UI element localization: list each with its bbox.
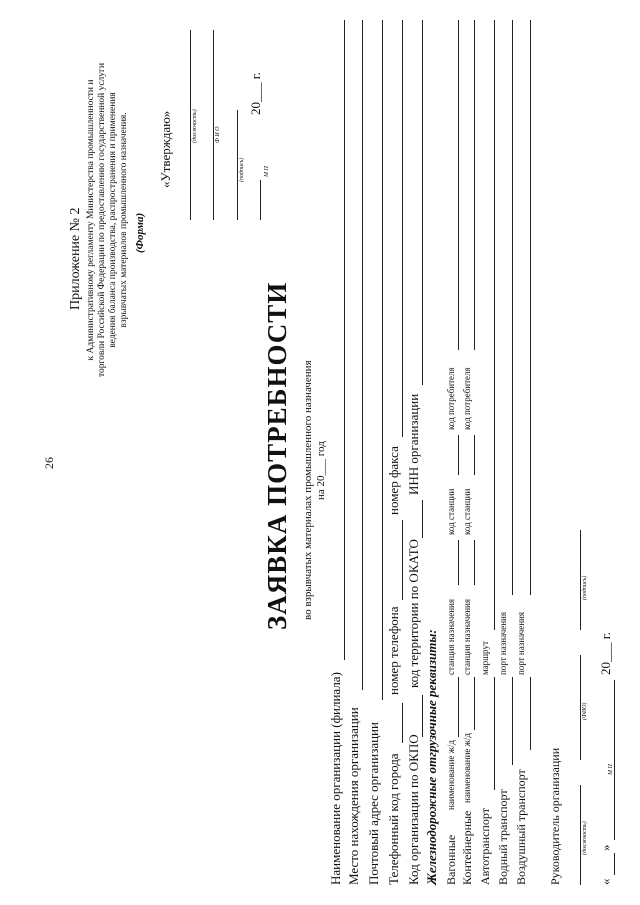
field-fax-number-line[interactable] <box>402 20 403 437</box>
field-postal-line[interactable] <box>382 20 383 700</box>
shipping-container-station-code: код станции <box>462 488 472 535</box>
shipping-container-station: станция назначения <box>462 599 472 675</box>
shipping-auto-label: Автотранспорт <box>478 808 492 885</box>
signature-sign-line[interactable] <box>580 530 581 630</box>
shipping-wagon-station-code-line[interactable] <box>458 435 459 475</box>
shipping-container-consumer-line[interactable] <box>474 20 475 350</box>
shipping-wagon-consumer: код потребителя <box>446 367 456 430</box>
field-phone-number: номер телефона <box>386 606 401 695</box>
field-inn: ИНН организации <box>406 393 421 495</box>
signature-date-open: « <box>598 878 613 885</box>
field-postal: Почтовый адрес организации <box>366 722 381 885</box>
approval-title: «Утверждаю» <box>158 110 173 188</box>
field-okpo-line[interactable] <box>422 695 423 737</box>
shipping-container-railway: наименование ж/д <box>462 733 472 803</box>
appendix-title: Приложение № 2 <box>68 207 83 310</box>
form-year-line: на 20___ год <box>315 441 327 500</box>
field-phone-code-line[interactable] <box>402 703 403 743</box>
shipping-container-label: Контейнерные <box>460 810 474 885</box>
shipping-wagon-label: Вагонные <box>444 834 458 885</box>
field-okato: код территории по ОКАТО <box>406 539 421 688</box>
shipping-wagon-railway: наименование ж/д <box>446 740 456 810</box>
signature-stamp: М П <box>608 764 614 775</box>
shipping-air-label: Воздушный транспорт <box>514 769 528 885</box>
shipping-route-line[interactable] <box>494 20 495 630</box>
shipping-auto-line[interactable] <box>494 677 495 790</box>
shipping-air-port: порт назначения <box>516 612 526 675</box>
appendix-note <box>86 25 130 415</box>
shipping-water-port-line[interactable] <box>512 20 513 595</box>
shipping-container-railway-line[interactable] <box>474 677 475 730</box>
approval-date-line <box>260 180 261 220</box>
shipping-route: маршрут <box>480 641 490 675</box>
shipping-water-line[interactable] <box>512 677 513 765</box>
signature-head: Руководитель организации <box>548 747 562 885</box>
field-fax-number: номер факса <box>386 446 401 515</box>
approval-stamp: М П <box>264 166 270 177</box>
form-subtitle: во взрывчатых материалах промышленного назначения <box>302 360 314 620</box>
shipping-air-line[interactable] <box>530 677 531 750</box>
shipping-heading: Железнодорожные отгрузочные реквизиты: <box>424 629 439 885</box>
shipping-container-station-code-line[interactable] <box>474 435 475 475</box>
field-okato-line[interactable] <box>422 500 423 538</box>
field-location: Место нахождения организации <box>346 707 361 885</box>
field-inn-line[interactable] <box>422 20 423 385</box>
field-okpo: Код организации по ОКПО <box>406 734 421 885</box>
signature-day-line[interactable] <box>614 853 615 875</box>
shipping-wagon-station: станция назначения <box>446 599 456 675</box>
form-title: ЗАЯВКА ПОТРЕБНОСТИ <box>262 281 292 630</box>
signature-date-close: » <box>598 844 613 851</box>
shipping-wagon-station-line[interactable] <box>458 540 459 585</box>
approval-position-line <box>190 30 191 220</box>
shipping-wagon-consumer-line[interactable] <box>458 20 459 350</box>
shipping-container-station-line[interactable] <box>474 540 475 585</box>
rotated-form <box>20 20 620 885</box>
field-phone-code: Телефонный код города <box>386 753 401 885</box>
appendix-note-line: ведения баланса производства, распространения и применения <box>108 92 118 348</box>
field-org-name: Наименование организации (филиала) <box>328 672 343 885</box>
approval-signature-line <box>237 110 238 220</box>
appendix-note-line: взрывчатых материалов промышленного назначения. <box>119 112 129 328</box>
shipping-wagon-station-code: код станции <box>446 488 456 535</box>
signature-position-line[interactable] <box>580 785 581 885</box>
shipping-water-port: порт назначения <box>498 612 508 675</box>
approval-fio-caption: Ф И О <box>215 126 221 143</box>
field-phone-number-line[interactable] <box>402 520 403 600</box>
signature-sign-caption: (подпись) <box>582 575 588 600</box>
signature-position-caption: (должность) <box>582 821 588 855</box>
approval-fio-line <box>213 30 214 220</box>
shipping-air-port-line[interactable] <box>530 20 531 595</box>
shipping-water-label: Водный транспорт <box>496 789 510 885</box>
field-location-line[interactable] <box>362 20 363 690</box>
signature-fio-line[interactable] <box>580 655 581 760</box>
approval-position-caption: (должность) <box>192 109 198 143</box>
shipping-wagon-railway-line[interactable] <box>458 677 459 737</box>
approval-signature-caption: (подпись) <box>239 157 245 182</box>
field-org-name-line[interactable] <box>344 20 345 660</box>
approval-year: 20___ г. <box>248 72 263 115</box>
signature-month-line[interactable] <box>614 680 615 840</box>
signature-fio-caption: (ФИО) <box>582 702 588 720</box>
appendix-note-line: торговли Российской Федерации по предоставлению государственной услуги <box>97 62 107 378</box>
signature-year: 20___ г. <box>598 632 613 675</box>
page-number: 26 <box>42 457 56 469</box>
shipping-container-consumer: код потребителя <box>462 367 472 430</box>
appendix-note-line: к Административному регламенту Министерства промышленности и <box>86 79 96 361</box>
form-label: (Форма) <box>134 212 146 253</box>
